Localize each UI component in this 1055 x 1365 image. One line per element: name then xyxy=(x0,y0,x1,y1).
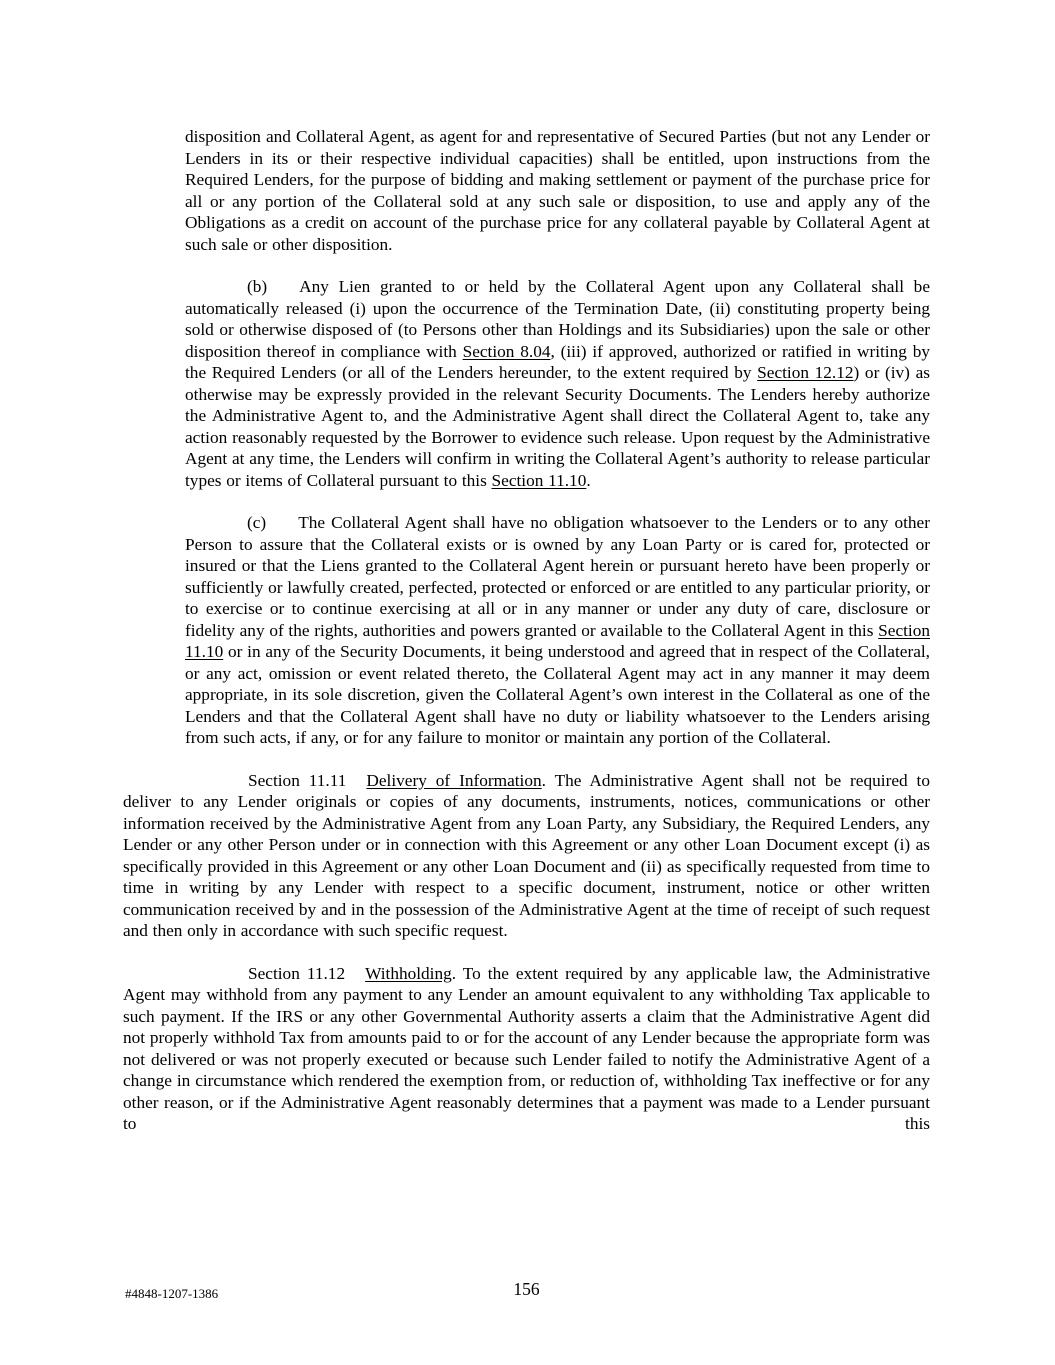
paragraph-c xyxy=(185,512,930,749)
underlined-text: Delivery of Information xyxy=(366,770,542,790)
underlined-text: Section 11.10 xyxy=(491,470,587,490)
text-run: . To the extent required by any applicable law, the Administrative Agent may withhold from any payment to any Lender an amount equivalent to any withholding Tax applicable to such payment. If the IRS or any other Governmental Authority asserts a claim that the Administrative Agent did not properly withhold Tax from amounts paid to or for the account of any Lender because the appropriate form was not delivered or was not properly executed or because such Lender failed to notify the Administrative Agent of a change in circumstance which rendered the exemption from, or reduction of, withholding Tax ineffective or for any other reason, or if the Administrative Agent reasonably determines that a payment was made to a Lender pursuant to this xyxy=(123,963,931,1133)
text-run: ) or (iv) as otherwise may be expressly provided in the relevant Security Documents. The Lenders hereby authorize the Administrative Agent to, and the Administrative Agent shall direct the Collateral Agent to, take any action reasonably requested by the Borrower to evidence such release. Upon request by the Administrative Agent at any time, the Lenders will confirm in writing the Collateral Agent’s authority to release particular types or items of Collateral pursuant to this xyxy=(185,363,930,490)
tab-spacer xyxy=(346,785,366,786)
text-run: , (iii) if approved, authorized or ratified in writing by the Required Lenders (or all of the Lenders hereunder, to the extent required by xyxy=(185,341,930,382)
tab-spacer xyxy=(267,291,299,292)
paragraph-a-continuation xyxy=(185,126,930,255)
tab-spacer xyxy=(123,785,248,786)
text-run: The Collateral Agent shall have no obligation whatsoever to the Lenders or to any other Person to assure that the Collateral exists or is owned by any Loan Party or is cared for, protected or insured or that the Liens granted to the Collateral Agent herein or pursuant hereto have been properly or sufficiently or lawfully created, perfected, protected or enforced or are entitled to any particular priority, or to exercise or to continue exercising at all or in any manner or under any duty of care, disclosure or fidelity any of the rights, authorities and powers granted or available to the Collateral Agent in this xyxy=(185,513,930,640)
document-body xyxy=(123,126,930,1156)
footer-doc-number: #4848-1207-1386 xyxy=(125,1286,219,1301)
page-number: 156 xyxy=(513,1279,540,1299)
tab-spacer xyxy=(123,978,248,979)
tab-spacer xyxy=(185,527,247,528)
underlined-text: Section 8.04 xyxy=(462,341,551,361)
tab-spacer xyxy=(345,978,365,979)
text-run: (c) xyxy=(247,513,267,532)
text-run: Section 11.12 xyxy=(248,963,346,983)
text-run: (b) xyxy=(247,277,268,296)
paragraph-section-11-11 xyxy=(123,770,930,942)
underlined-text: Section 11.10 xyxy=(185,620,930,661)
tab-spacer xyxy=(185,291,247,292)
text-run: Section 11.11 xyxy=(248,770,347,790)
text-run: . The Administrative Agent shall not be required to deliver to any Lender originals or copies of any documents, instruments, notices, communications or other information received by the Administrative Agent from any Loan Party, any Subsidiary, the Required Lenders, any Lender or any other Person under or in connection with this Agreement or any other Loan Document except (i) as specifically provided in this Agreement or any other Loan Document and (ii) as specifically requested from time to time in writing by any Lender with respect to a specific document, instrument, notice or other written communication received by and in the possession of the Administrative Agent at the time of receipt of such request and then only in accordance with such specific request. xyxy=(123,770,931,940)
text-run: . xyxy=(586,470,591,490)
text-run: Any Lien granted to or held by the Collateral Agent upon any Collateral shall be automatically released (i) upon the occurrence of the Termination Date, (ii) constituting property being sold or otherwise disposed of (to Persons other than Holdings and its Subsidiaries) upon the sale or other disposition thereof in compliance with xyxy=(185,277,930,361)
paragraph-section-11-12 xyxy=(123,963,930,1135)
underlined-text: Section 12.12 xyxy=(757,363,854,382)
tab-spacer xyxy=(266,527,298,528)
underlined-text: Withholding xyxy=(365,963,452,983)
paragraph-b xyxy=(185,276,930,491)
text-run: or in any of the Security Documents, it being understood and agreed that in respect of the Collateral, or any act, omission or event related thereto, the Collateral Agent may act in any manner it may deem appropriate, in its sole discretion, given the Collateral Agent’s own interest in the Collateral as one of the Lenders and that the Collateral Agent shall have no duty or liability whatsoever to the Lenders arising from such acts, if any, or for any failure to monitor or maintain any portion of the Collateral. xyxy=(185,642,930,747)
text-run: disposition and Collateral Agent, as agent for and representative of Secured Parties (but not any Lender or Lenders in its or their respective individual capacities) shall be entitled, upon instructions from the Required Lenders, for the purpose of bidding and making settlement or payment of the purchase price for all or any portion of the Collateral sold at any such sale or disposition, to use and apply any of the Obligations as a credit on account of the purchase price for any collateral payable by Collateral Agent at such sale or other disposition. xyxy=(185,127,930,254)
